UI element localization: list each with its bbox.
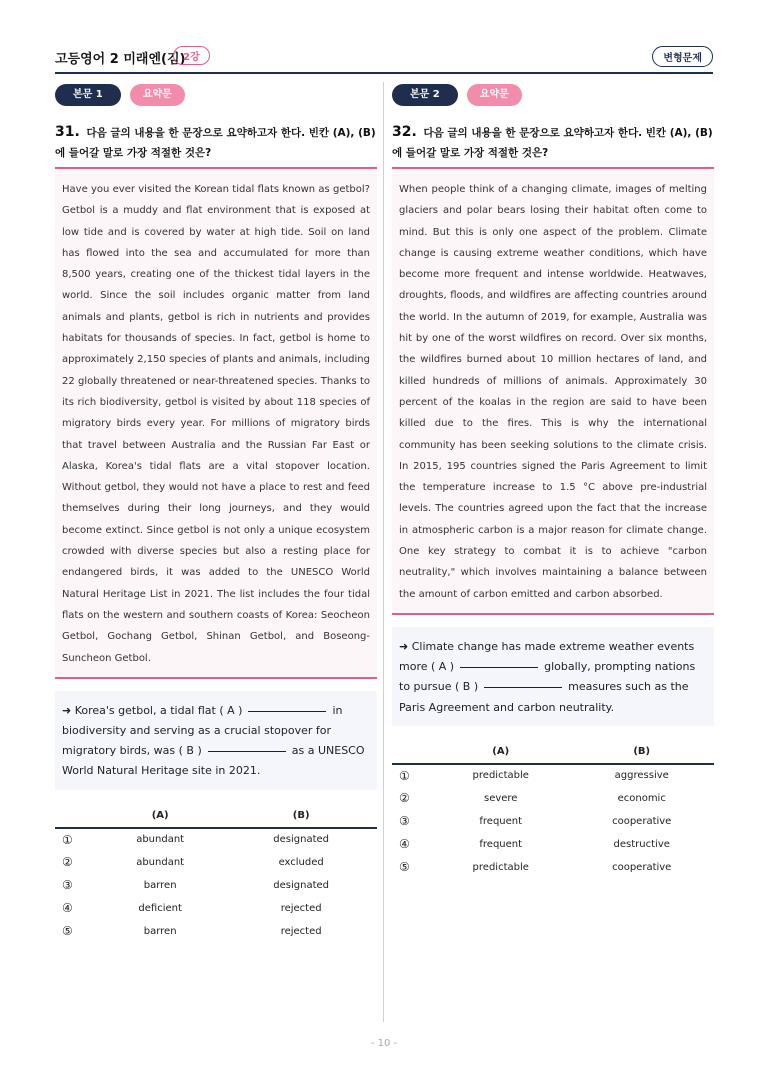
summary-part-2: globally, prompting nations to pursue ( B ) bbox=[399, 660, 696, 694]
option-b: designated bbox=[273, 834, 330, 846]
answer-option[interactable] bbox=[392, 856, 714, 879]
passage-text: Have you ever visited the Korean tidal flats known as getbol? Getbol is a muddy and flat environment that is exposed at low tide and is covered by water at high tide. Soil on land has flowed into the sea and accumulated for more than 8,500 years, creating one of the thickest tidal layers in the world. Since the soil includes organic matter from land animals and plants, getbol is rich in nutrients and provides habitats for thousands of species. In fact, getbol is home to approximately 2,150 species of plants and animals, including 22 globally threatened or near-threatened species. Thanks to its rich biodiversity, getbol is visited by about 118 species of migratory birds every year. For millions of migratory birds that travel between Australia and the Russian Far East or Alaska, Korea's tidal flats are a vital stopover location. Without getbol, they would not have a place to rest and feed themselves during their long journeys, and they would become extinct. Since getbol is not only a unique ecosystem crowded with diverse species but also a resting place for endangered birds, it was added to the UNESCO World Natural Heritage List in 2021. The list includes the four tidal flats on the western and southern coasts of Korea: Seocheon Getbol, Gochang Getbol, Shinan Getbol, and Boseong-Suncheon Getbol. bbox=[55, 169, 377, 679]
answer-option[interactable] bbox=[392, 787, 714, 810]
column-header-b: (B) bbox=[225, 804, 377, 828]
option-number: ④ bbox=[399, 837, 410, 852]
option-a: abundant bbox=[136, 856, 185, 868]
option-a: frequent bbox=[479, 815, 523, 827]
answer-table bbox=[392, 740, 714, 879]
option-b: aggressive bbox=[614, 770, 669, 782]
option-a: deficient bbox=[138, 902, 182, 914]
option-b: rejected bbox=[280, 925, 322, 937]
question-stem bbox=[392, 122, 714, 169]
summary-part-3: measures such as the Paris Agreement and carbon neutrality. bbox=[399, 680, 689, 714]
option-number: ① bbox=[62, 832, 73, 847]
tag-row bbox=[392, 82, 714, 106]
option-b: destructive bbox=[613, 838, 670, 850]
question-32-column bbox=[392, 82, 714, 879]
column-divider bbox=[383, 82, 384, 1022]
column-header-a: (A) bbox=[432, 740, 569, 764]
answer-option[interactable] bbox=[55, 874, 377, 897]
answer-option[interactable] bbox=[55, 851, 377, 874]
textbook-title: 고등영어 2 미래엔(김) bbox=[55, 52, 186, 67]
column-header-a: (A) bbox=[95, 804, 225, 828]
option-number: ③ bbox=[62, 878, 73, 893]
summary-tag: 요약문 bbox=[130, 84, 185, 106]
option-number: ③ bbox=[399, 814, 410, 829]
summary-part-2: in biodiversity and serving as a crucial stopover for migratory birds, was ( B ) bbox=[62, 703, 343, 758]
answer-option[interactable] bbox=[55, 920, 377, 943]
summary-sentence bbox=[55, 691, 377, 790]
option-number: ① bbox=[399, 768, 410, 783]
option-a: severe bbox=[483, 792, 518, 804]
blank-b bbox=[484, 686, 562, 688]
question-text: 다음 글의 내용을 한 문장으로 요약하고자 한다. 빈칸 (A), (B)에 들어갈 말로 가장 적절한 것은? bbox=[55, 127, 376, 159]
page-header bbox=[55, 44, 713, 74]
question-number: 31. bbox=[55, 124, 80, 140]
option-a: frequent bbox=[479, 838, 523, 850]
option-a: barren bbox=[143, 925, 177, 937]
passage-tag: 본문 2 bbox=[392, 84, 458, 106]
answer-option[interactable] bbox=[392, 764, 714, 787]
passage-tag: 본문 1 bbox=[55, 84, 121, 106]
question-31-column bbox=[55, 82, 377, 943]
option-a: predictable bbox=[472, 770, 529, 782]
passage-text: When people think of a changing climate, images of melting glaciers and polar bears losing their habitat often come to mind. But this is only one aspect of the problem. Climate change is causing extreme weather conditions, which have become more frequent and intense worldwide. Heatwaves, droughts, floods, and wildfires are affecting countries around the world. In the autumn of 2019, for example, Australia was hit by one of the worst wildfires on record. Over six months, the wildfires burned about 10 million hectares of land, and killed hundreds of millions of animals. Approximately 30 percent of the koalas in the region are said to have been killed due to the fires. This is why the international community has been seeking solutions to the climate crisis. In 2015, 195 countries signed the Paris Agreement to limit the temperature increase to 1.5 °C above pre-industrial levels. The countries agreed upon the fact that the increase in atmospheric carbon is a major reason for climate change. One key strategy to combat it is to achieve "carbon neutrality," which involves maintaining a balance between the amount of carbon emitted and carbon absorbed. bbox=[392, 169, 714, 615]
lesson-badge: 2강 bbox=[173, 46, 210, 65]
summary-part-1: ➜ Climate change has made extreme weather events more ( A ) bbox=[399, 639, 695, 674]
answer-table bbox=[55, 804, 377, 943]
option-number: ⑤ bbox=[62, 924, 73, 939]
option-b: rejected bbox=[280, 902, 322, 914]
answer-option[interactable] bbox=[55, 897, 377, 920]
question-text: 다음 글의 내용을 한 문장으로 요약하고자 한다. 빈칸 (A), (B)에 들어갈 말로 가장 적절한 것은? bbox=[392, 127, 713, 159]
option-b: cooperative bbox=[612, 815, 672, 827]
header-spacer bbox=[55, 804, 95, 828]
header-spacer bbox=[392, 740, 432, 764]
summary-sentence bbox=[392, 627, 714, 726]
answer-option[interactable] bbox=[392, 833, 714, 856]
blank-b bbox=[208, 750, 286, 752]
option-a: abundant bbox=[136, 834, 185, 846]
question-stem bbox=[55, 122, 377, 169]
option-number: ② bbox=[62, 855, 73, 870]
blank-a bbox=[248, 710, 326, 712]
option-number: ② bbox=[399, 791, 410, 806]
option-b: excluded bbox=[278, 856, 324, 868]
summary-tag: 요약문 bbox=[467, 84, 522, 106]
summary-part-1: ➜ Korea's getbol, a tidal flat ( A ) bbox=[62, 703, 243, 717]
option-b: cooperative bbox=[612, 861, 672, 873]
option-a: predictable bbox=[472, 861, 529, 873]
summary-part-3: as a UNESCO World Natural Heritage site in 2021. bbox=[62, 744, 365, 778]
question-number: 32. bbox=[392, 124, 417, 140]
answer-option[interactable] bbox=[55, 828, 377, 851]
answer-option[interactable] bbox=[392, 810, 714, 833]
tag-row bbox=[55, 82, 377, 106]
question-type-badge: 변형문제 bbox=[652, 46, 713, 67]
option-a: barren bbox=[143, 879, 177, 891]
option-b: economic bbox=[617, 792, 666, 804]
blank-a bbox=[460, 666, 538, 668]
option-number: ④ bbox=[62, 901, 73, 916]
option-number: ⑤ bbox=[399, 860, 410, 875]
column-header-b: (B) bbox=[569, 740, 714, 764]
page-number: - 10 - bbox=[370, 1038, 398, 1049]
option-b: designated bbox=[273, 879, 330, 891]
